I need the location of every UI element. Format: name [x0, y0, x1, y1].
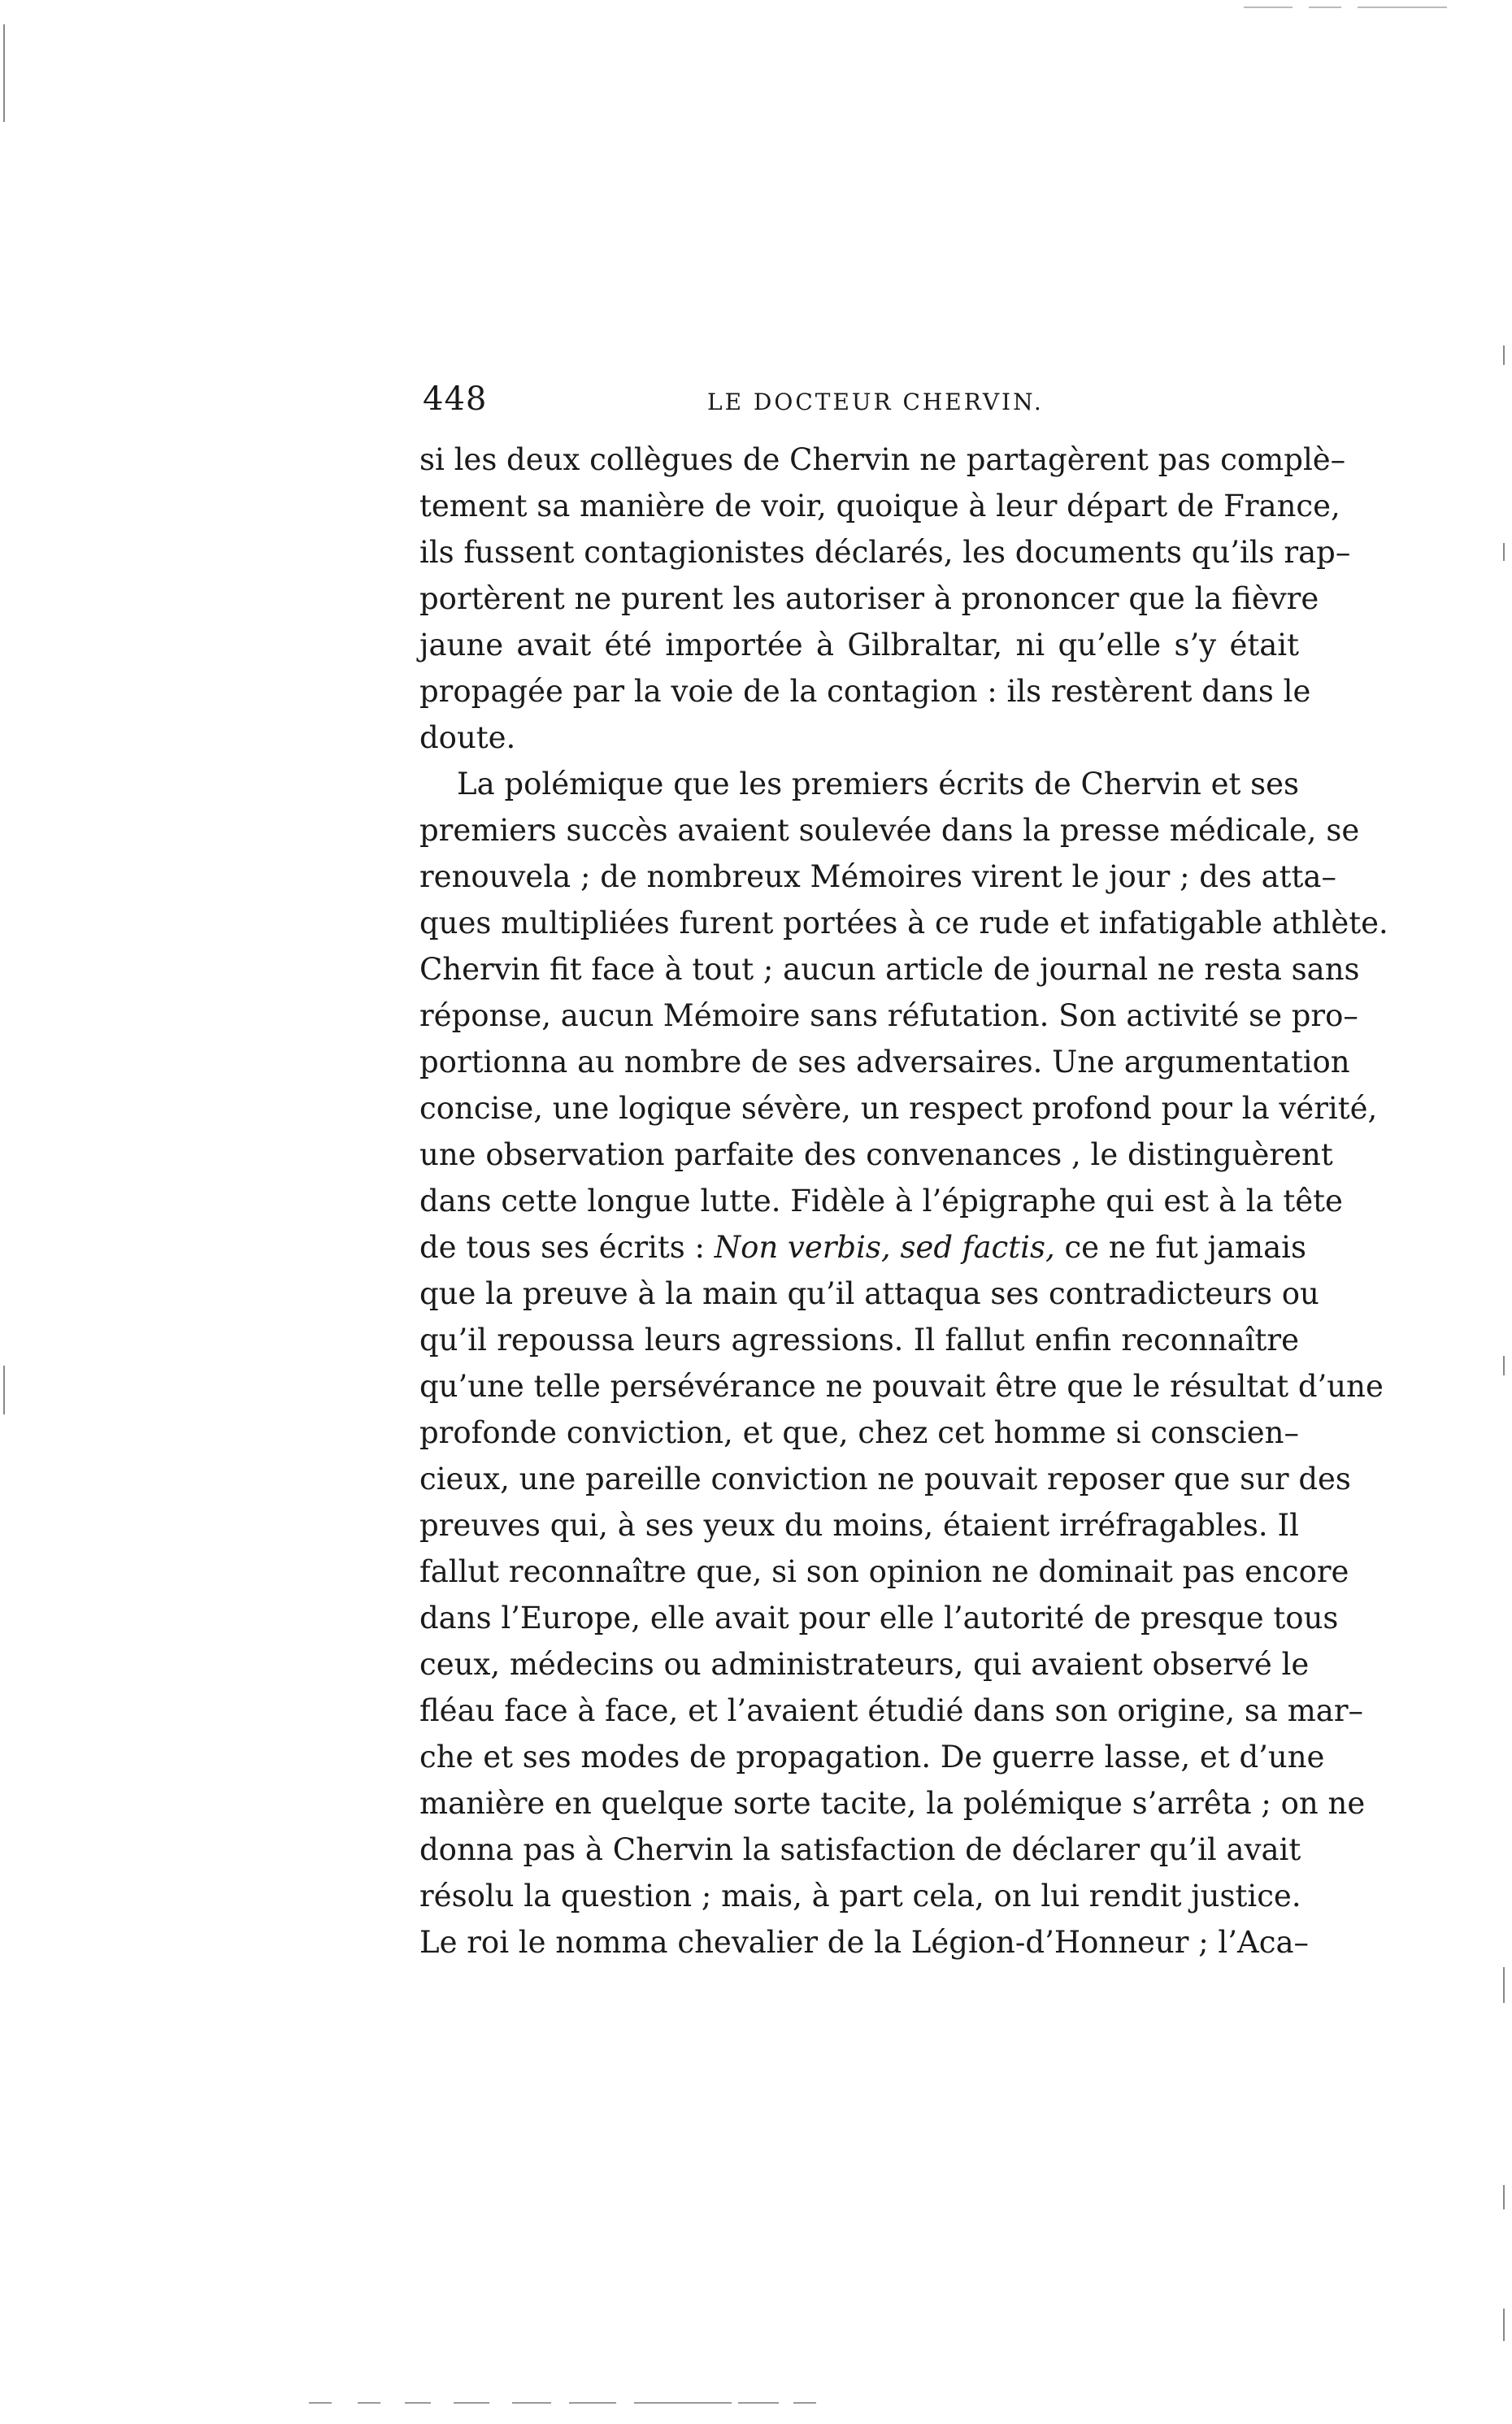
running-title: LE DOCTEUR CHERVIN. [707, 389, 1044, 415]
text-line: donna pas à Chervin la satisfaction de déclarer qu’il avait [419, 1832, 1301, 1867]
text-line: che et ses modes de propagation. De guerre lasse, et d’une [419, 1740, 1325, 1775]
text-line: réponse, aucun Mémoire sans réfutation. Son activité se pro– [419, 998, 1358, 1033]
text-line: propagée par la voie de la contagion : ils restèrent dans le [419, 674, 1311, 709]
body-text [419, 437, 1388, 1966]
bottom-scan-dashes [309, 2402, 1358, 2405]
running-head [423, 376, 1301, 424]
text-segment: ce ne fut jamais [1054, 1230, 1306, 1265]
scan-edge-mark [1503, 543, 1505, 561]
paragraph-first-line: La polémique que les premiers écrits de Chervin et ses [457, 767, 1299, 801]
edge-dash [358, 2402, 380, 2404]
text-line: profonde conviction, et que, chez cet homme si conscien– [419, 1415, 1299, 1450]
epigraph-line [419, 1224, 1306, 1271]
text-line: jaune avait été importée à Gilbraltar, ni qu’elle s’y était [419, 628, 1299, 662]
scan-edge-mark [1503, 1967, 1505, 2003]
epigraph-italic: Non verbis, sed factis, [714, 1230, 1055, 1265]
text-line: tement sa manière de voir, quoique à leur départ de France, [419, 489, 1340, 523]
edge-dash [512, 2402, 551, 2404]
text-segment: de tous ses écrits : [419, 1230, 705, 1265]
text-line: Chervin fit face à tout ; aucun article de journal ne resta sans [419, 952, 1360, 987]
edge-dash [309, 2402, 332, 2404]
edge-dash [454, 2402, 489, 2404]
text-line: qu’il repoussa leurs agressions. Il fallut enfin reconnaître [419, 1323, 1299, 1358]
text-line: cieux, une pareille conviction ne pouvait reposer que sur des [419, 1462, 1351, 1497]
text-line: ils fussent contagionistes déclarés, les documents qu’ils rap– [419, 535, 1351, 570]
text-line: résolu la question ; mais, à part cela, on lui rendit justice. [419, 1879, 1301, 1914]
edge-dash [1244, 7, 1293, 8]
page-number: 448 [423, 380, 488, 418]
edge-dash [1358, 7, 1447, 8]
edge-dash [793, 2402, 816, 2404]
text-line: ques multipliées furent portées à ce rude et infatigable athlète. [419, 906, 1388, 940]
text-line: renouvela ; de nombreux Mémoires virent le jour ; des atta– [419, 859, 1336, 894]
text-line: une observation parfaite des convenances , le distinguèrent [419, 1137, 1333, 1172]
edge-dash [634, 2402, 732, 2404]
scan-edge-mark [1503, 2185, 1505, 2209]
text-line: que la preuve à la main qu’il attaqua ses contradicteurs ou [419, 1276, 1319, 1311]
scan-edge-mark [3, 24, 5, 122]
text-line: portionna au nombre de ses adversaires. Une argumentation [419, 1045, 1350, 1080]
edge-dash [1309, 7, 1341, 8]
text-line: doute. [419, 720, 516, 755]
text-line: Le roi le nomma chevalier de la Légion-d’Honneur ; l’Aca– [419, 1925, 1310, 1960]
edge-dash [405, 2402, 431, 2404]
text-line: si les deux collègues de Chervin ne partagèrent pas complè– [419, 442, 1346, 477]
edge-dash [569, 2402, 616, 2404]
text-line: qu’une telle persévérance ne pouvait être que le résultat d’une [419, 1369, 1384, 1404]
text-line: concise, une logique sévère, un respect profond pour la vérité, [419, 1091, 1378, 1126]
text-line: dans cette longue lutte. Fidèle à l’épigraphe qui est à la tête [419, 1184, 1343, 1219]
text-line: manière en quelque sorte tacite, la polémique s’arrêta ; on ne [419, 1786, 1366, 1821]
scan-edge-mark [1503, 345, 1505, 365]
text-line: ceux, médecins ou administrateurs, qui avaient observé le [419, 1647, 1310, 1682]
text-line: dans l’Europe, elle avait pour elle l’autorité de presque tous [419, 1601, 1339, 1636]
text-line: premiers succès avaient soulevée dans la presse médicale, se [419, 813, 1360, 848]
text-line: fallut reconnaître que, si son opinion ne dominait pas encore [419, 1554, 1349, 1589]
scan-edge-mark [3, 1366, 5, 1414]
edge-dash [738, 2402, 779, 2404]
text-line: portèrent ne purent les autoriser à prononcer que la fièvre [419, 581, 1319, 616]
text-line: fléau face à face, et l’avaient étudié dans son origine, sa mar– [419, 1693, 1364, 1728]
scan-edge-mark [1503, 2309, 1505, 2341]
text-line: preuves qui, à ses yeux du moins, étaient irréfragables. Il [419, 1508, 1299, 1543]
scan-edge-mark [1503, 1356, 1505, 1375]
